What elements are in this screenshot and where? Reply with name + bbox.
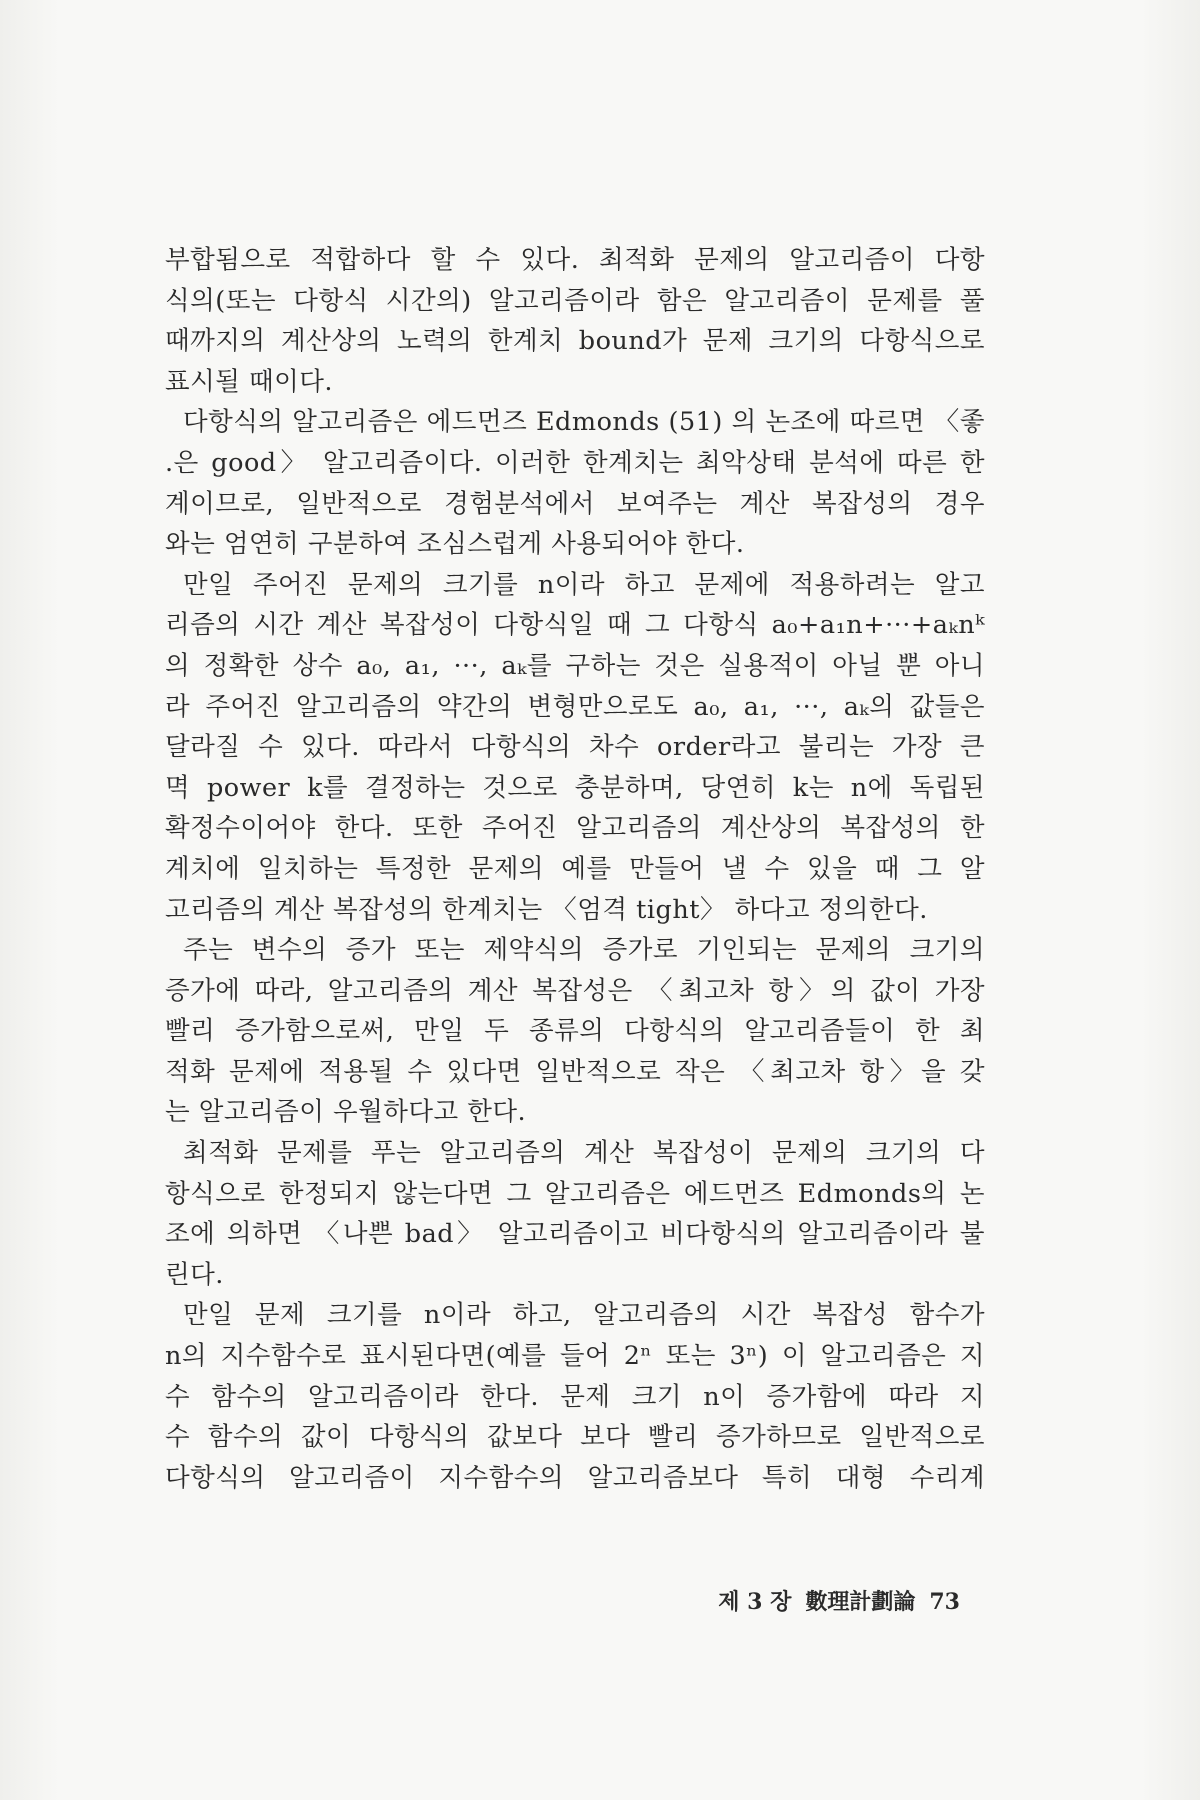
text-line: 증가에 따라, 알고리즘의 계산 복잡성은 〈최고차 항〉의 값이 가장	[165, 975, 985, 1006]
chapter-label: 제 3 장	[718, 1589, 792, 1615]
text-line: 빨리 증가함으로써, 만일 두 종류의 다항식의 알고리즘들이 한 최	[165, 1016, 985, 1047]
body-text	[165, 240, 985, 1498]
text-line: 라 주어진 알고리즘의 약간의 변형만으로도 a₀, a₁, ···, aₖ의 값들은	[165, 691, 985, 722]
text-line: 고리즘의 계산 복잡성의 한계치는 〈엄격 tight〉 하다고 정의한다.	[165, 894, 928, 925]
text-line: 부합됨으로 적합하다 할 수 있다. 최적화 문제의 알고리즘이 다항	[165, 245, 985, 275]
text-line: n의 지수함수로 표시된다면(예를 들어 2ⁿ 또는 3ⁿ) 이 알고리즘은 지	[165, 1341, 985, 1372]
text-line: 조에 의하면 〈나쁜 bad〉 알고리즘이고 비다항식의 알고리즘이라 불	[165, 1219, 985, 1250]
page-footer	[700, 1585, 960, 1616]
text-line: 확정수이어야 한다. 또한 주어진 알고리즘의 계산상의 복잡성의 한	[165, 813, 985, 844]
text-line: 때까지의 계산상의 노력의 한계치 bound가 문제 크기의 다항식으로	[165, 326, 985, 357]
text-line: 다항식의 알고리즘이 지수함수의 알고리즘보다 특히 대형 수리계	[165, 1462, 985, 1493]
text-line: 주는 변수의 증가 또는 제약식의 증가로 기인되는 문제의 크기의	[183, 935, 985, 966]
text-line: 항식으로 한정되지 않는다면 그 알고리즘은 에드먼즈 Edmonds의 논	[165, 1178, 985, 1209]
text-line: 린다.	[165, 1259, 224, 1290]
text-line: 수 함수의 값이 다항식의 값보다 보다 빨리 증가하므로 일반적으로	[165, 1422, 985, 1453]
text-line: 만일 문제 크기를 n이라 하고, 알고리즘의 시간 복잡성 함수가	[183, 1300, 985, 1331]
page-number: 73	[929, 1589, 960, 1615]
text-line: 최적화 문제를 푸는 알고리즘의 계산 복잡성이 문제의 크기의 다	[183, 1138, 985, 1169]
text-line: 의 정확한 상수 a₀, a₁, ···, aₖ를 구하는 것은 실용적이 아닐 뿐 아니	[165, 650, 985, 681]
text-line: 표시될 때이다.	[165, 366, 334, 397]
text-line: 적화 문제에 적용될 수 있다면 일반적으로 작은 〈최고차 항〉을 갖	[165, 1056, 985, 1087]
text-line: 계이므로, 일반적으로 경험분석에서 보여주는 계산 복잡성의 경우	[165, 488, 985, 519]
text-line: 리즘의 시간 계산 복잡성이 다항식일 때 그 다항식 a₀+a₁n+···+aₖnᵏ	[165, 610, 985, 641]
text-line: 달라질 수 있다. 따라서 다항식의 차수 order라고 불리는 가장 큰	[165, 732, 985, 763]
text-line: 수 함수의 알고리즘이라 한다. 문제 크기 n이 증가함에 따라 지	[165, 1381, 985, 1412]
text-line: 는 알고리즘이 우월하다고 한다.	[165, 1097, 527, 1128]
book-title: 數理計劃論	[805, 1589, 916, 1615]
text-line: .은 good〉 알고리즘이다. 이러한 한계치는 최악상태 분석에 따른 한	[165, 447, 985, 478]
text-line: 식의(또는 다항식 시간의) 알고리즘이라 함은 알고리즘이 문제를 풀	[165, 285, 985, 316]
text-line: 멱 power k를 결정하는 것으로 충분하며, 당연히 k는 n에 독립된	[165, 772, 985, 803]
text-line: 만일 주어진 문제의 크기를 n이라 하고 문제에 적용하려는 알고	[183, 569, 985, 600]
text-line: 다항식의 알고리즘은 에드먼즈 Edmonds (51) 의 논조에 따르면 〈좋	[183, 407, 985, 438]
text-line: 계치에 일치하는 특정한 문제의 예를 만들어 낼 수 있을 때 그 알	[165, 853, 985, 884]
text-line: 와는 엄연히 구분하여 조심스럽게 사용되어야 한다.	[165, 529, 745, 560]
